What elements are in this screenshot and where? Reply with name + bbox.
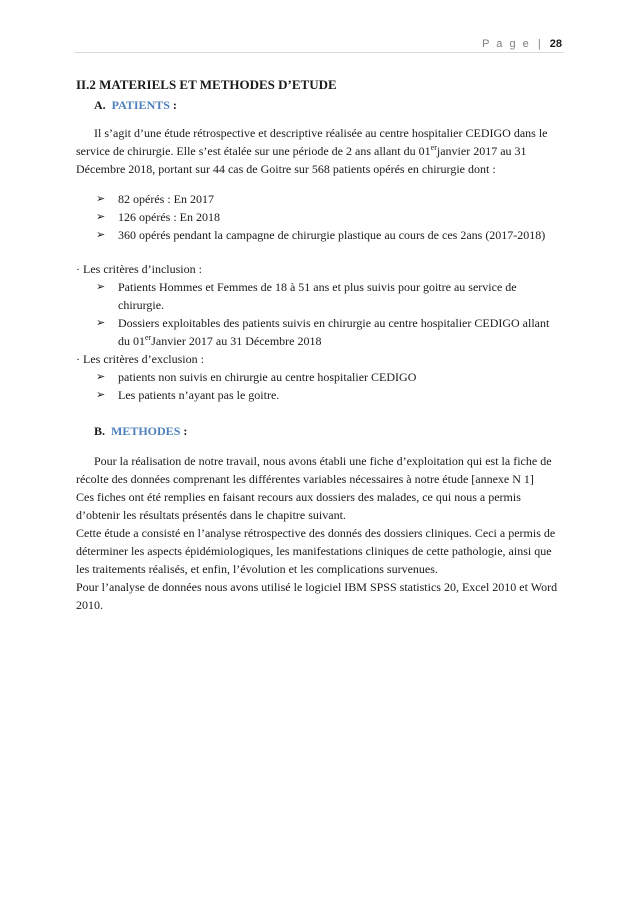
arrow-bullet-icon: ➢: [96, 281, 106, 293]
subheading-word: METHODES: [111, 424, 181, 438]
page-separator: |: [537, 38, 541, 50]
patients-intro: Il s’agit d’une étude rétrospective et descriptive réalisée au centre hospitalier CEDIGO dans le service de chirurgie. Elle s’est étalée sur une période de 2 ans allant du 01erjanvier 2017 au 31 Décembre 2018, portant sur 44 cas de Goitre sur 568 patients opérés en chirurgie dont :: [76, 126, 548, 176]
arrow-bullet-icon: ➢: [96, 389, 106, 401]
list-item: ➢ 82 opérés : En 2017: [96, 192, 214, 206]
header-rule: [74, 52, 564, 53]
exclusion-title: · Les critères d’exclusion :: [76, 352, 204, 366]
page-body: [76, 76, 564, 614]
list-item: ➢ Patients Hommes et Femmes de 18 à 51 ans et plus suivis pour goitre au service de chirurgie.: [96, 280, 517, 312]
patient-counts-list: [76, 190, 564, 244]
methodes-paragraph-1: Pour la réalisation de notre travail, nous avons établi une fiche d’exploitation qui est la fiche de récolte des données comprenant les différentes variables nécessaires à notre étude [annexe N 1]: [76, 454, 552, 486]
methodes-paragraph-3: Cette étude a consisté en l’analyse rétrospective des donnés des dossiers cliniques. Ceci a permis de déterminer les aspects épidémiologiques, les manifestations cliniques de cette pathologie, ainsi que les traitements réalisés, et enfin, l’évolution et les complications survenues.: [76, 526, 556, 576]
methodes-paragraph-4: Pour l’analyse de données nous avons utilisé le logiciel IBM SPSS statistics 20, Excel 2010 et Word 2010.: [76, 580, 558, 612]
subheading-methodes: [94, 422, 564, 440]
page-header: [482, 38, 562, 50]
methodes-paragraph-2: Ces fiches ont été remplies en faisant recours aux dossiers des malades, ce qui nous a permis d’obtenir les résultats présentés dans le chapitre suivant.: [76, 490, 521, 522]
arrow-bullet-icon: ➢: [96, 229, 106, 241]
list-item: ➢ Dossiers exploitables des patients suivis en chirurgie au centre hospitalier CEDIGO allant du 01erJanvier 2017 au 31 Décembre 2018: [96, 316, 550, 348]
arrow-bullet-icon: ➢: [96, 317, 106, 329]
exclusion-list: [76, 368, 564, 404]
arrow-bullet-icon: ➢: [96, 371, 106, 383]
subheading-letter: A.: [94, 98, 106, 112]
list-item: ➢ patients non suivis en chirurgie au centre hospitalier CEDIGO: [96, 370, 417, 384]
section-title: II.2 MATERIELS ET METHODES D’ETUDE: [76, 77, 337, 92]
inclusion-title: · Les critères d’inclusion :: [76, 262, 202, 276]
list-item: ➢ Les patients n’ayant pas le goitre.: [96, 388, 280, 402]
subheading-patients: [94, 96, 564, 114]
list-item: ➢ 360 opérés pendant la campagne de chirurgie plastique au cours de ces 2ans (2017-2018): [96, 228, 546, 242]
list-item: ➢ 126 opérés : En 2018: [96, 210, 220, 224]
arrow-bullet-icon: ➢: [96, 193, 106, 205]
subheading-word: PATIENTS: [111, 98, 170, 112]
subheading-colon: :: [183, 424, 188, 438]
inclusion-list: [76, 278, 564, 350]
page-number: 28: [549, 38, 562, 50]
arrow-bullet-icon: ➢: [96, 211, 106, 223]
subheading-colon: :: [172, 98, 177, 112]
subheading-letter: B.: [94, 424, 106, 438]
page-label: P a g e: [482, 38, 531, 50]
